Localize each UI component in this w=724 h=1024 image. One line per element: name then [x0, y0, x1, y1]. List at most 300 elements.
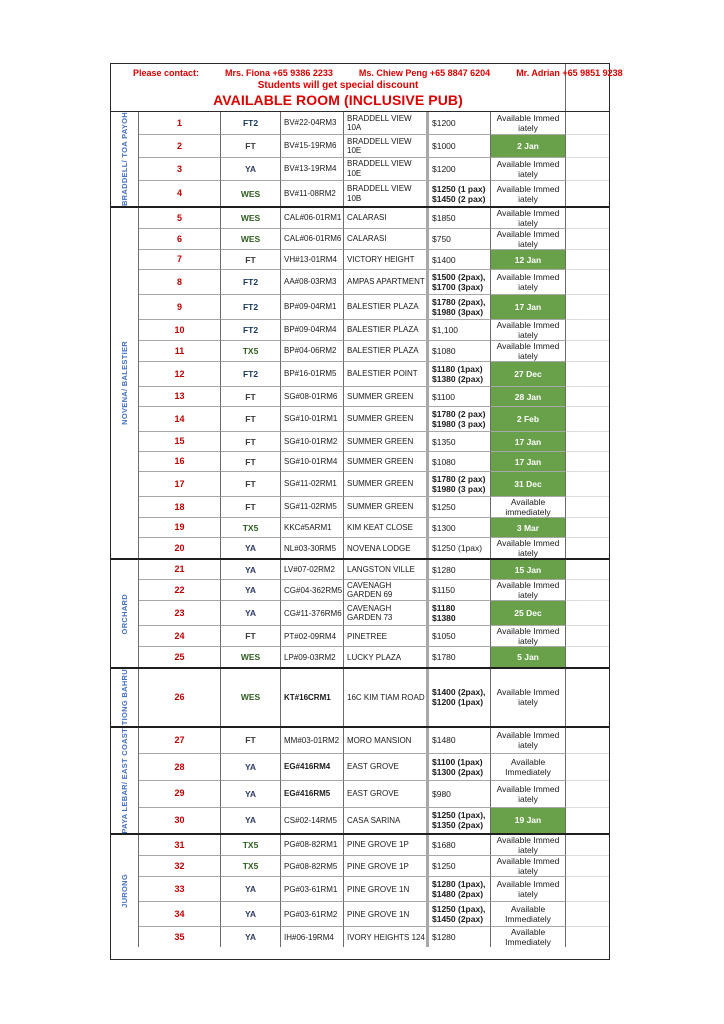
table-row — [139, 208, 609, 229]
price: $1400 (2pax), $1200 (1pax) — [429, 669, 491, 725]
table-row — [139, 341, 609, 362]
building-name: CAVENAGH GARDEN 73 — [344, 601, 429, 626]
room-type: TX5 — [221, 518, 281, 538]
sheet-header — [111, 64, 623, 112]
price: $1100 — [429, 387, 491, 407]
room-table — [111, 112, 609, 959]
price: $1780 (2 pax) $1980 (3 pax) — [429, 407, 491, 432]
region-cell — [111, 669, 139, 725]
region-cell — [111, 208, 139, 558]
room-code: BV#13-19RM4 — [281, 158, 344, 181]
availability: Available Immediately — [491, 902, 566, 927]
availability: Available Immed iately — [491, 626, 566, 647]
row-number: 3 — [139, 158, 221, 181]
empty-strip-cell — [566, 135, 609, 157]
room-code: BP#09-04RM4 — [281, 320, 344, 341]
room-type: FT — [221, 728, 281, 755]
price: $1300 — [429, 518, 491, 538]
availability: Available Immed iately — [491, 728, 566, 755]
building-name: PINE GROVE 1P — [344, 835, 429, 856]
building-name: SUMMER GREEN — [344, 497, 429, 518]
room-type: YA — [221, 158, 281, 181]
region-label: PAYA LEBAR/ EAST COAST — [120, 727, 129, 834]
row-number: 9 — [139, 295, 221, 320]
region-label: TIONG BAHRU — [120, 669, 129, 726]
table-row — [139, 158, 609, 181]
building-name: AMPAS APARTMENT — [344, 270, 429, 295]
empty-strip-cell — [566, 580, 609, 601]
building-name: BALESTIER POINT — [344, 362, 429, 387]
available-date: 5 Jan — [491, 647, 566, 667]
row-number: 20 — [139, 538, 221, 558]
room-code: MM#03-01RM2 — [281, 728, 344, 755]
room-code: AA#08-03RM3 — [281, 270, 344, 295]
building-name: EAST GROVE — [344, 754, 429, 781]
table-row — [139, 601, 609, 626]
available-date: 27 Dec — [491, 362, 566, 387]
building-name: LUCKY PLAZA — [344, 647, 429, 667]
region-rows — [139, 669, 609, 725]
building-name: VICTORY HEIGHT — [344, 250, 429, 270]
availability: Available Immed iately — [491, 877, 566, 902]
availability: Available Immed iately — [491, 112, 566, 135]
empty-strip-cell — [566, 341, 609, 362]
row-number: 35 — [139, 927, 221, 947]
price: $1680 — [429, 835, 491, 856]
table-row — [139, 472, 609, 497]
room-code: CS#02-14RM5 — [281, 808, 344, 834]
building-name: EAST GROVE — [344, 781, 429, 808]
price: $1200 — [429, 158, 491, 181]
empty-strip-cell — [566, 927, 609, 947]
price: $1180 $1380 — [429, 601, 491, 626]
availability: Available Immed iately — [491, 538, 566, 558]
contact-chiew-peng: Ms. Chiew Peng +65 8847 6204 — [358, 68, 491, 78]
row-number: 15 — [139, 432, 221, 452]
room-type: YA — [221, 927, 281, 947]
room-code: CAL#06-01RM1 — [281, 208, 344, 229]
contact-line — [117, 68, 623, 78]
room-type: WES — [221, 181, 281, 206]
row-number: 28 — [139, 754, 221, 781]
room-type: TX5 — [221, 856, 281, 877]
empty-strip-cell — [566, 229, 609, 250]
row-number: 24 — [139, 626, 221, 647]
room-type: FT2 — [221, 295, 281, 320]
availability: Available Immed iately — [491, 270, 566, 295]
table-row — [139, 728, 609, 755]
price: $1250 (1 pax) $1450 (2 pax) — [429, 181, 491, 206]
available-date: 19 Jan — [491, 808, 566, 834]
available-date: 12 Jan — [491, 250, 566, 270]
row-number: 30 — [139, 808, 221, 834]
room-type: YA — [221, 538, 281, 558]
room-code: BV#22-04RM3 — [281, 112, 344, 135]
empty-strip-cell — [566, 472, 609, 497]
table-row — [139, 518, 609, 538]
room-code: BV#11-08RM2 — [281, 181, 344, 206]
price: $1100 (1pax) $1300 (2pax) — [429, 754, 491, 781]
room-code: SG#10-01RM2 — [281, 432, 344, 452]
price: $1850 — [429, 208, 491, 229]
room-type: FT — [221, 250, 281, 270]
price: $1250 — [429, 497, 491, 518]
header-empty-strip — [566, 64, 609, 111]
room-type: YA — [221, 601, 281, 626]
empty-strip-cell — [566, 387, 609, 407]
available-date: 15 Jan — [491, 560, 566, 580]
region-rows — [139, 835, 609, 947]
row-number: 5 — [139, 208, 221, 229]
availability: Available Immed iately — [491, 229, 566, 250]
table-row — [139, 835, 609, 856]
room-type: YA — [221, 808, 281, 834]
empty-strip-cell — [566, 270, 609, 295]
room-code: BP#04-06RM2 — [281, 341, 344, 362]
empty-strip-cell — [566, 835, 609, 856]
row-number: 32 — [139, 856, 221, 877]
room-code: PG#08-82RM1 — [281, 835, 344, 856]
price: $1280 (1pax), $1480 (2pax) — [429, 877, 491, 902]
region-cell — [111, 112, 139, 206]
row-number: 14 — [139, 407, 221, 432]
building-name: CASA SARINA — [344, 808, 429, 834]
building-name: SUMMER GREEN — [344, 452, 429, 472]
table-row — [139, 407, 609, 432]
room-code: CG#11-376RM6 — [281, 601, 344, 626]
availability: Available Immediately — [491, 754, 566, 781]
price: $1200 — [429, 112, 491, 135]
table-row — [139, 112, 609, 135]
contact-fiona: Mrs. Fiona +65 9386 2233 — [225, 68, 333, 78]
table-row — [139, 229, 609, 250]
room-type: FT — [221, 387, 281, 407]
table-row — [139, 647, 609, 667]
region-label: NOVENA/ BALESTIER — [120, 341, 129, 426]
price: $1050 — [429, 626, 491, 647]
table-row — [139, 387, 609, 407]
row-number: 12 — [139, 362, 221, 387]
building-name: SUMMER GREEN — [344, 407, 429, 432]
row-number: 25 — [139, 647, 221, 667]
room-type: FT2 — [221, 320, 281, 341]
price: $1250 (1pax) — [429, 538, 491, 558]
room-type: YA — [221, 560, 281, 580]
room-code: PG#03-61RM1 — [281, 877, 344, 902]
table-row — [139, 181, 609, 206]
room-type: FT — [221, 472, 281, 497]
table-row — [139, 270, 609, 295]
room-code: PG#08-82RM5 — [281, 856, 344, 877]
region-section — [111, 728, 609, 836]
table-row — [139, 808, 609, 834]
empty-strip-cell — [566, 250, 609, 270]
availability: Available Immed iately — [491, 835, 566, 856]
price: $1180 (1pax) $1380 (2pax) — [429, 362, 491, 387]
room-type: YA — [221, 754, 281, 781]
building-name: NOVENA LODGE — [344, 538, 429, 558]
price: $1080 — [429, 341, 491, 362]
price: $1480 — [429, 728, 491, 755]
room-code: SG#10-01RM4 — [281, 452, 344, 472]
row-number: 34 — [139, 902, 221, 927]
building-name: BALESTIER PLAZA — [344, 295, 429, 320]
price: $1080 — [429, 452, 491, 472]
room-code: CG#04-362RM5 — [281, 580, 344, 601]
availability: Available Immed iately — [491, 856, 566, 877]
available-date: 28 Jan — [491, 387, 566, 407]
row-number: 4 — [139, 181, 221, 206]
building-name: SUMMER GREEN — [344, 472, 429, 497]
empty-strip-cell — [566, 497, 609, 518]
room-code: CAL#06-01RM6 — [281, 229, 344, 250]
table-row — [139, 295, 609, 320]
empty-strip-cell — [566, 647, 609, 667]
building-name: PINE GROVE 1N — [344, 877, 429, 902]
page-title: AVAILABLE ROOM (INCLUSIVE PUB) — [213, 92, 463, 108]
empty-strip-cell — [566, 560, 609, 580]
table-row — [139, 877, 609, 902]
region-rows — [139, 728, 609, 834]
price: $1780 — [429, 647, 491, 667]
region-section — [111, 112, 609, 208]
region-rows — [139, 112, 609, 206]
building-name: PINETREE — [344, 626, 429, 647]
room-code: SG#11-02RM5 — [281, 497, 344, 518]
room-code: BP#16-01RM5 — [281, 362, 344, 387]
available-date: 17 Jan — [491, 295, 566, 320]
row-number: 8 — [139, 270, 221, 295]
price: $1,100 — [429, 320, 491, 341]
building-name: BALESTIER PLAZA — [344, 320, 429, 341]
price: $1250 — [429, 856, 491, 877]
row-number: 23 — [139, 601, 221, 626]
empty-strip-cell — [566, 538, 609, 558]
table-row — [139, 902, 609, 927]
empty-strip-cell — [566, 295, 609, 320]
region-cell — [111, 835, 139, 947]
empty-strip-cell — [566, 112, 609, 135]
empty-strip-cell — [566, 669, 609, 725]
availability: Available Immed iately — [491, 158, 566, 181]
room-code: SG#10-01RM1 — [281, 407, 344, 432]
discount-note: Students will get special discount — [257, 80, 419, 91]
room-type: YA — [221, 781, 281, 808]
row-number: 16 — [139, 452, 221, 472]
room-code: LP#09-03RM2 — [281, 647, 344, 667]
empty-strip-cell — [566, 181, 609, 206]
empty-strip-cell — [566, 208, 609, 229]
availability: Available Immed iately — [491, 781, 566, 808]
price: $1250 (1pax), $1350 (2pax) — [429, 808, 491, 834]
row-number: 33 — [139, 877, 221, 902]
building-name: SUMMER GREEN — [344, 432, 429, 452]
availability: Available Immed iately — [491, 580, 566, 601]
region-section — [111, 835, 609, 947]
room-type: TX5 — [221, 341, 281, 362]
room-type: WES — [221, 208, 281, 229]
room-code: PT#02-09RM4 — [281, 626, 344, 647]
building-name: CAVENAGH GARDEN 69 — [344, 580, 429, 601]
table-row — [139, 250, 609, 270]
row-number: 18 — [139, 497, 221, 518]
room-code: EG#416RM5 — [281, 781, 344, 808]
room-type: FT — [221, 497, 281, 518]
empty-strip-cell — [566, 432, 609, 452]
region-label: JURONG — [120, 874, 129, 909]
region-section — [111, 208, 609, 560]
room-type: FT — [221, 452, 281, 472]
room-type: TX5 — [221, 835, 281, 856]
table-row — [139, 781, 609, 808]
row-number: 2 — [139, 135, 221, 157]
price: $1150 — [429, 580, 491, 601]
empty-strip-cell — [566, 362, 609, 387]
available-date: 3 Mar — [491, 518, 566, 538]
available-date: 25 Dec — [491, 601, 566, 626]
empty-strip-cell — [566, 626, 609, 647]
row-number: 13 — [139, 387, 221, 407]
room-code: LV#07-02RM2 — [281, 560, 344, 580]
empty-strip-cell — [566, 754, 609, 781]
region-label: ORCHARD — [120, 593, 129, 634]
price: $1280 — [429, 927, 491, 947]
empty-strip-cell — [566, 158, 609, 181]
availability: Available immediately — [491, 497, 566, 518]
price: $1280 — [429, 560, 491, 580]
empty-strip-cell — [566, 856, 609, 877]
building-name: IVORY HEIGHTS 124 — [344, 927, 429, 947]
table-row — [139, 320, 609, 341]
available-date: 31 Dec — [491, 472, 566, 497]
building-name: CALARASI — [344, 208, 429, 229]
price: $980 — [429, 781, 491, 808]
table-row — [139, 669, 609, 725]
empty-strip-cell — [566, 902, 609, 927]
room-type: YA — [221, 902, 281, 927]
empty-strip-cell — [566, 320, 609, 341]
empty-strip-cell — [566, 728, 609, 755]
room-type: FT — [221, 407, 281, 432]
price: $1000 — [429, 135, 491, 157]
empty-strip-cell — [566, 781, 609, 808]
price: $1780 (2pax), $1980 (3pax) — [429, 295, 491, 320]
contact-adrian: Mr. Adrian +65 9851 9238 — [516, 68, 623, 78]
region-section — [111, 669, 609, 727]
table-row — [139, 856, 609, 877]
room-code: KKC#5ARM1 — [281, 518, 344, 538]
row-number: 10 — [139, 320, 221, 341]
row-number: 1 — [139, 112, 221, 135]
room-code: IH#06-19RM4 — [281, 927, 344, 947]
building-name: KIM KEAT CLOSE — [344, 518, 429, 538]
availability: Available Immed iately — [491, 320, 566, 341]
room-code: SG#08-01RM6 — [281, 387, 344, 407]
available-date: 17 Jan — [491, 432, 566, 452]
table-row — [139, 452, 609, 472]
price: $1500 (2pax), $1700 (3pax) — [429, 270, 491, 295]
price: $750 — [429, 229, 491, 250]
table-row — [139, 432, 609, 452]
empty-strip-cell — [566, 877, 609, 902]
room-code: BV#15-19RM6 — [281, 135, 344, 157]
available-date: 2 Jan — [491, 135, 566, 157]
room-type: FT2 — [221, 270, 281, 295]
room-type: FT — [221, 626, 281, 647]
room-code: KT#16CRM1 — [281, 669, 344, 725]
room-code: NL#03-30RM5 — [281, 538, 344, 558]
table-row — [139, 626, 609, 647]
room-code: EG#416RM4 — [281, 754, 344, 781]
availability: Available Immed iately — [491, 181, 566, 206]
building-name: BRADDELL VIEW 10E — [344, 158, 429, 181]
availability: Available Immed iately — [491, 669, 566, 725]
region-rows — [139, 208, 609, 558]
room-type: YA — [221, 877, 281, 902]
room-code: SG#11-02RM1 — [281, 472, 344, 497]
availability: Available Immed iately — [491, 341, 566, 362]
room-type: FT2 — [221, 112, 281, 135]
room-type: FT — [221, 135, 281, 157]
region-section — [111, 560, 609, 669]
empty-strip-cell — [566, 452, 609, 472]
building-name: CALARASI — [344, 229, 429, 250]
region-label: BRADDELL/ TOA PAYOH — [120, 112, 129, 207]
building-name: PINE GROVE 1P — [344, 856, 429, 877]
table-row — [139, 362, 609, 387]
row-number: 19 — [139, 518, 221, 538]
region-rows — [139, 560, 609, 667]
table-row — [139, 497, 609, 518]
room-listing-sheet — [110, 63, 623, 960]
empty-strip-cell — [566, 601, 609, 626]
row-number: 21 — [139, 560, 221, 580]
room-type: FT2 — [221, 362, 281, 387]
row-number: 11 — [139, 341, 221, 362]
room-code: BP#09-04RM1 — [281, 295, 344, 320]
building-name: BRADDELL VIEW 10B — [344, 181, 429, 206]
room-code: VH#13-01RM4 — [281, 250, 344, 270]
building-name: BRADDELL VIEW 10E — [344, 135, 429, 157]
row-number: 7 — [139, 250, 221, 270]
row-number: 22 — [139, 580, 221, 601]
room-code: PG#03-61RM2 — [281, 902, 344, 927]
price: $1780 (2 pax) $1980 (3 pax) — [429, 472, 491, 497]
table-row — [139, 754, 609, 781]
room-type: YA — [221, 580, 281, 601]
room-type: WES — [221, 229, 281, 250]
row-number: 6 — [139, 229, 221, 250]
room-type: WES — [221, 669, 281, 725]
region-cell — [111, 560, 139, 667]
availability: Available Immed iately — [491, 208, 566, 229]
price: $1400 — [429, 250, 491, 270]
room-type: WES — [221, 647, 281, 667]
building-name: SUMMER GREEN — [344, 387, 429, 407]
table-row — [139, 560, 609, 580]
price: $1250 (1pax), $1450 (2pax) — [429, 902, 491, 927]
available-date: 17 Jan — [491, 452, 566, 472]
row-number: 27 — [139, 728, 221, 755]
table-row — [139, 135, 609, 157]
empty-strip-cell — [566, 808, 609, 834]
row-number: 26 — [139, 669, 221, 725]
building-name: BRADDELL VIEW 10A — [344, 112, 429, 135]
building-name: BALESTIER PLAZA — [344, 341, 429, 362]
room-type: FT — [221, 432, 281, 452]
table-row — [139, 538, 609, 558]
building-name: MORO MANSION — [344, 728, 429, 755]
